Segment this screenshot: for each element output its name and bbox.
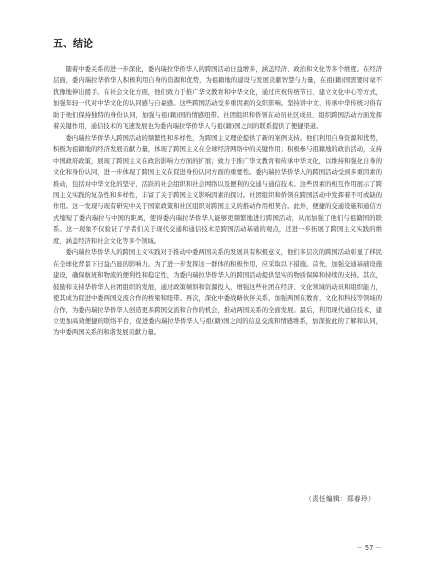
responsible-editor: （责任编辑：郑春玲）: [305, 495, 375, 503]
paragraph: 委内瑞拉华侨华人的跨国主义实践对于推动中委两国关系的发展具有积极意义，他们多层次的跨国活动彰显了移民在全球化背景下日益凸显的影响力。为了进一步发挥这一群体的积极作用，应采取以下措施。首先，加强交通基础设施建设，确保航班和物流的便利性和稳定性，为委内瑞拉华侨华人的跨国活动提供坚实的物质保障和持续的支持。其次，鼓励和支持华侨华人社团组织的发展，通过政策倾斜和资源投入，增强这些社团在经济、文化领域的动员和组织能力，使其成为促进中委两国交流合作的桥梁和纽带。再次，深化中委战略伙伴关系，加强两国在教育、文化和科技等领域的合作，为委内瑞拉华侨华人创造更多跨国交流和合作的机会，推动两国关系的全面发展。最后，利用现代通信技术，建立更加高效便捷的联络平台，促进委内瑞拉华侨华人与祖(籍)国之间的信息交流和情感维系，加深彼此的了解和认同，为中委两国关系的和谐发展贡献力量。: [53, 249, 382, 337]
body-text: [53, 64, 382, 339]
paragraph: 随着中委关系的进一步深化，委内瑞拉华侨华人的跨国活动日益增多，涵盖经济、政治和文化等多个维度。在经济层面，委内瑞拉华侨华人积极利用自身的资源和优势，为祖籍地的建设与发展贡献智慧与力量，在祖(籍)国需要时毫不犹豫地伸出援手。在社会文化方面，他们致力于推广华文教育和中华文化，通过庆祝传统节日、建立文化中心等方式，加强年轻一代对中华文化的认同感与自豪感。这些跨国活动受多重因素的交织影响。坚持讲中文、传承中华传统习俗有助于他们保持独特的身份认同，加强与祖(籍)国的情感纽带。社团组织和侨领在动员社区成员、组织跨国活动方面发挥着关键作用，通信技术的飞速发展也为委内瑞拉华侨华人与祖(籍)国之间的联系提供了便捷渠道。: [53, 66, 382, 131]
section-heading: 五、结论: [53, 39, 93, 50]
paragraph: 委内瑞拉华侨华人跨国活动的频繁性和多样性，为跨国主义理论提供了新的案例支持。他们利用自身资源和优势，积极为祖籍地的经济发展贡献力量，体现了跨国主义在全球经济网络中的关键作用；积极参与祖籍地的政治活动，支持中国政府政策，展现了跨国主义在政治影响力方面的扩展；致力于推广华文教育和传承中华文化，以维持和强化自身的文化和身份认同，进一步体现了跨国主义在促进身份认同方面的重要性。委内瑞拉华侨华人的跨国活动受到多重因素的推动，包括对中华文化的坚守，活跃的社会组织和社会网络以及便利的交通与通信技术。这些因素的相互作用展示了跨国主义实践的复杂性和多样性，丰富了关于跨国主义影响因素的探讨。社团组织和侨领在跨国活动中发挥着不可或缺的作用。这一发现与现有研究中关于国家政策和社区组织对跨国主义的推动作用相契合。此外，便捷的交通设施和通信方式缩短了委内瑞拉与中国的距离，使得委内瑞拉华侨华人能够更频繁地进行跨国活动，从而加强了他们与祖籍国的联系。这一现象不仅验证了学者们关于现代交通和通信技术是跨国活动基础的观点，还进一步拓展了跨国主义实践的维度，涵盖经济和社会文化等多个领域。: [53, 134, 382, 245]
page-number: － 57 －: [356, 544, 382, 552]
